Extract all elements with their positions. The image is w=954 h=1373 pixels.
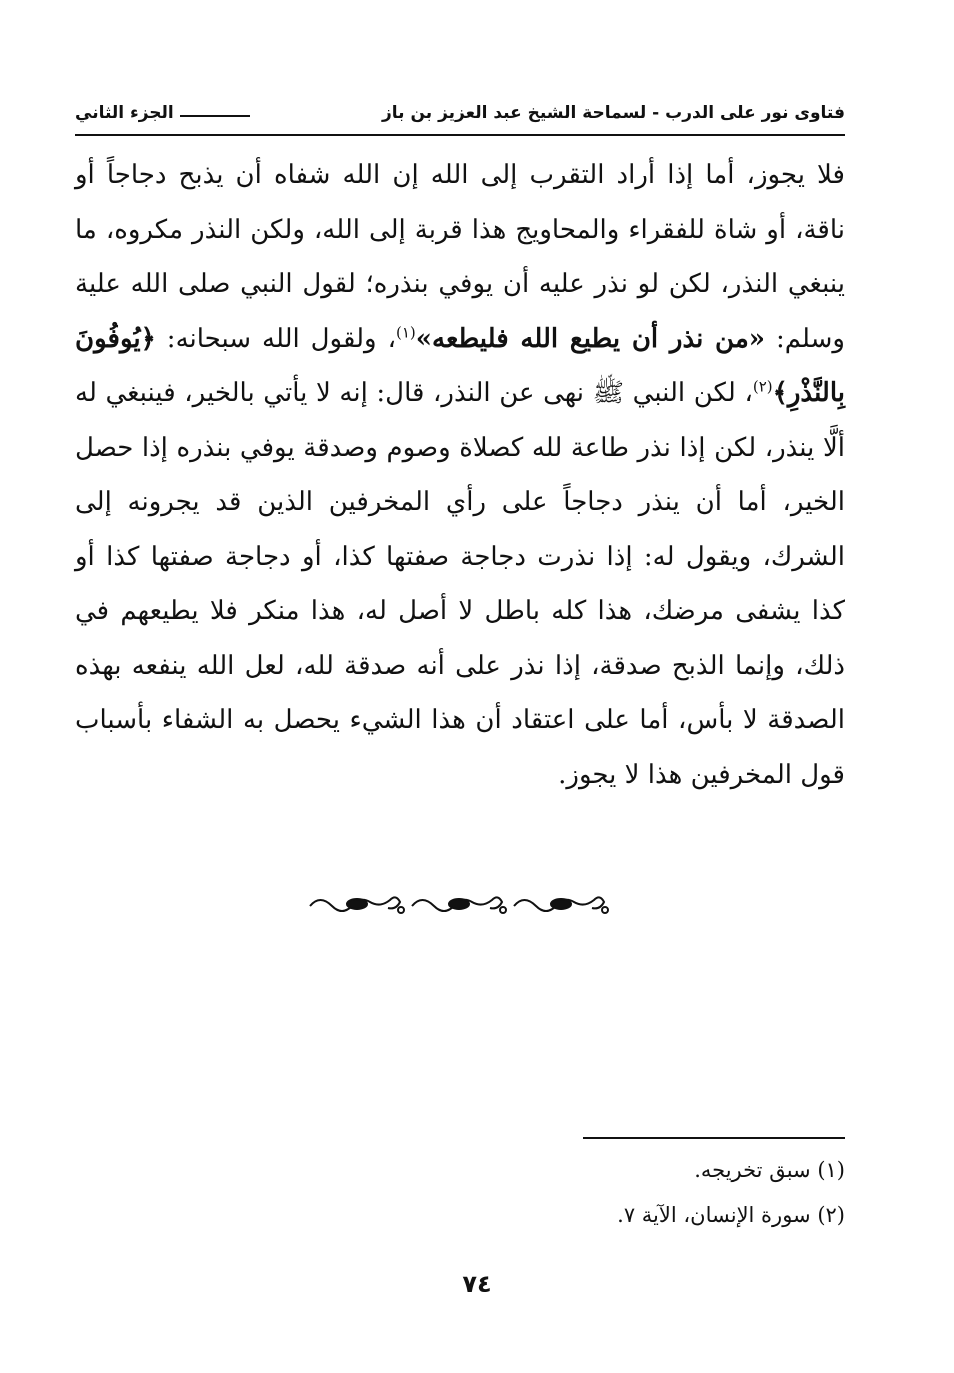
- header-dash-rule: [180, 115, 250, 117]
- fatwa-body: [75, 148, 845, 802]
- ornament-motif-center: [412, 897, 506, 913]
- header-divider: [75, 134, 845, 136]
- ornament-motif-left: [310, 897, 404, 913]
- book-title: فتاوى نور على الدرب - لسماحة الشيخ عبد العزيز بن باز: [382, 103, 845, 123]
- footnote-2: (٢) سورة الإنسان، الآية ٧.: [617, 1203, 845, 1227]
- running-header: [75, 96, 845, 130]
- volume-label: الجزء الثاني: [75, 103, 174, 123]
- body-segment-1: فلا يجوز، أما إذا أراد التقرب إلى الله إن الله شفاه أن يذبح دجاجاً أو ناقة، أو شاة للفقراء والمحاويج هذا قربة إلى الله، ولكن النذر مكروه، ما ينبغي النذر، لكن لو نذر عليه أن يوفي بنذره؛ لقول النبي صلى الله علية وسلم:: [75, 160, 845, 354]
- header-volume-group: [75, 103, 250, 123]
- footnote-marker-1: (١): [395, 322, 416, 341]
- page-number: ٧٤: [462, 1270, 492, 1298]
- quran-verse: ﴿يُوفُونَ بِالنَّذْرِ﴾: [75, 323, 845, 408]
- body-paragraph: [75, 148, 845, 802]
- footnote-1: (١) سبق تخريجه.: [694, 1158, 845, 1182]
- section-end-ornament: [305, 888, 615, 924]
- body-segment-3: ، لكن النبي ﷺ نهى عن النذر، قال: إنه لا يأتي بالخير، فينبغي له ألَّا ينذر، لكن إذا نذر طاعة لله كصلاة وصوم وصدقة يوفي بنذره إذا حصل الخير، أما أن ينذر دجاجاً على رأي المخرفين الذين قد يجرونه إلى الشرك، ويقول له: إذا نذرت دجاجة صفتها كذا، أو دجاجة صفتها كذا أو كذا يشفى مرضك، هذا كله باطل لا أصل له، هذا منكر فلا يطيعهم في ذلك، وإنما الذبح صدقة، إذا نذر على أنه صدقة لله، لعل الله ينفعه بهذه الصدقة لا بأس، أما على اعتقاد أن هذا الشيء يحصل به الشفاء بأسباب قول المخرفين هذا لا يجوز.: [75, 378, 845, 790]
- ornament-motif-right: [514, 897, 608, 913]
- hadith-quote: «من نذر أن يطيع الله فليطعه»: [415, 323, 766, 354]
- footnote-separator: [583, 1137, 845, 1139]
- footnotes: [400, 1148, 845, 1238]
- footnote-marker-2: (٢): [752, 377, 773, 396]
- body-segment-2: ، ولقول الله سبحانه:: [155, 323, 396, 354]
